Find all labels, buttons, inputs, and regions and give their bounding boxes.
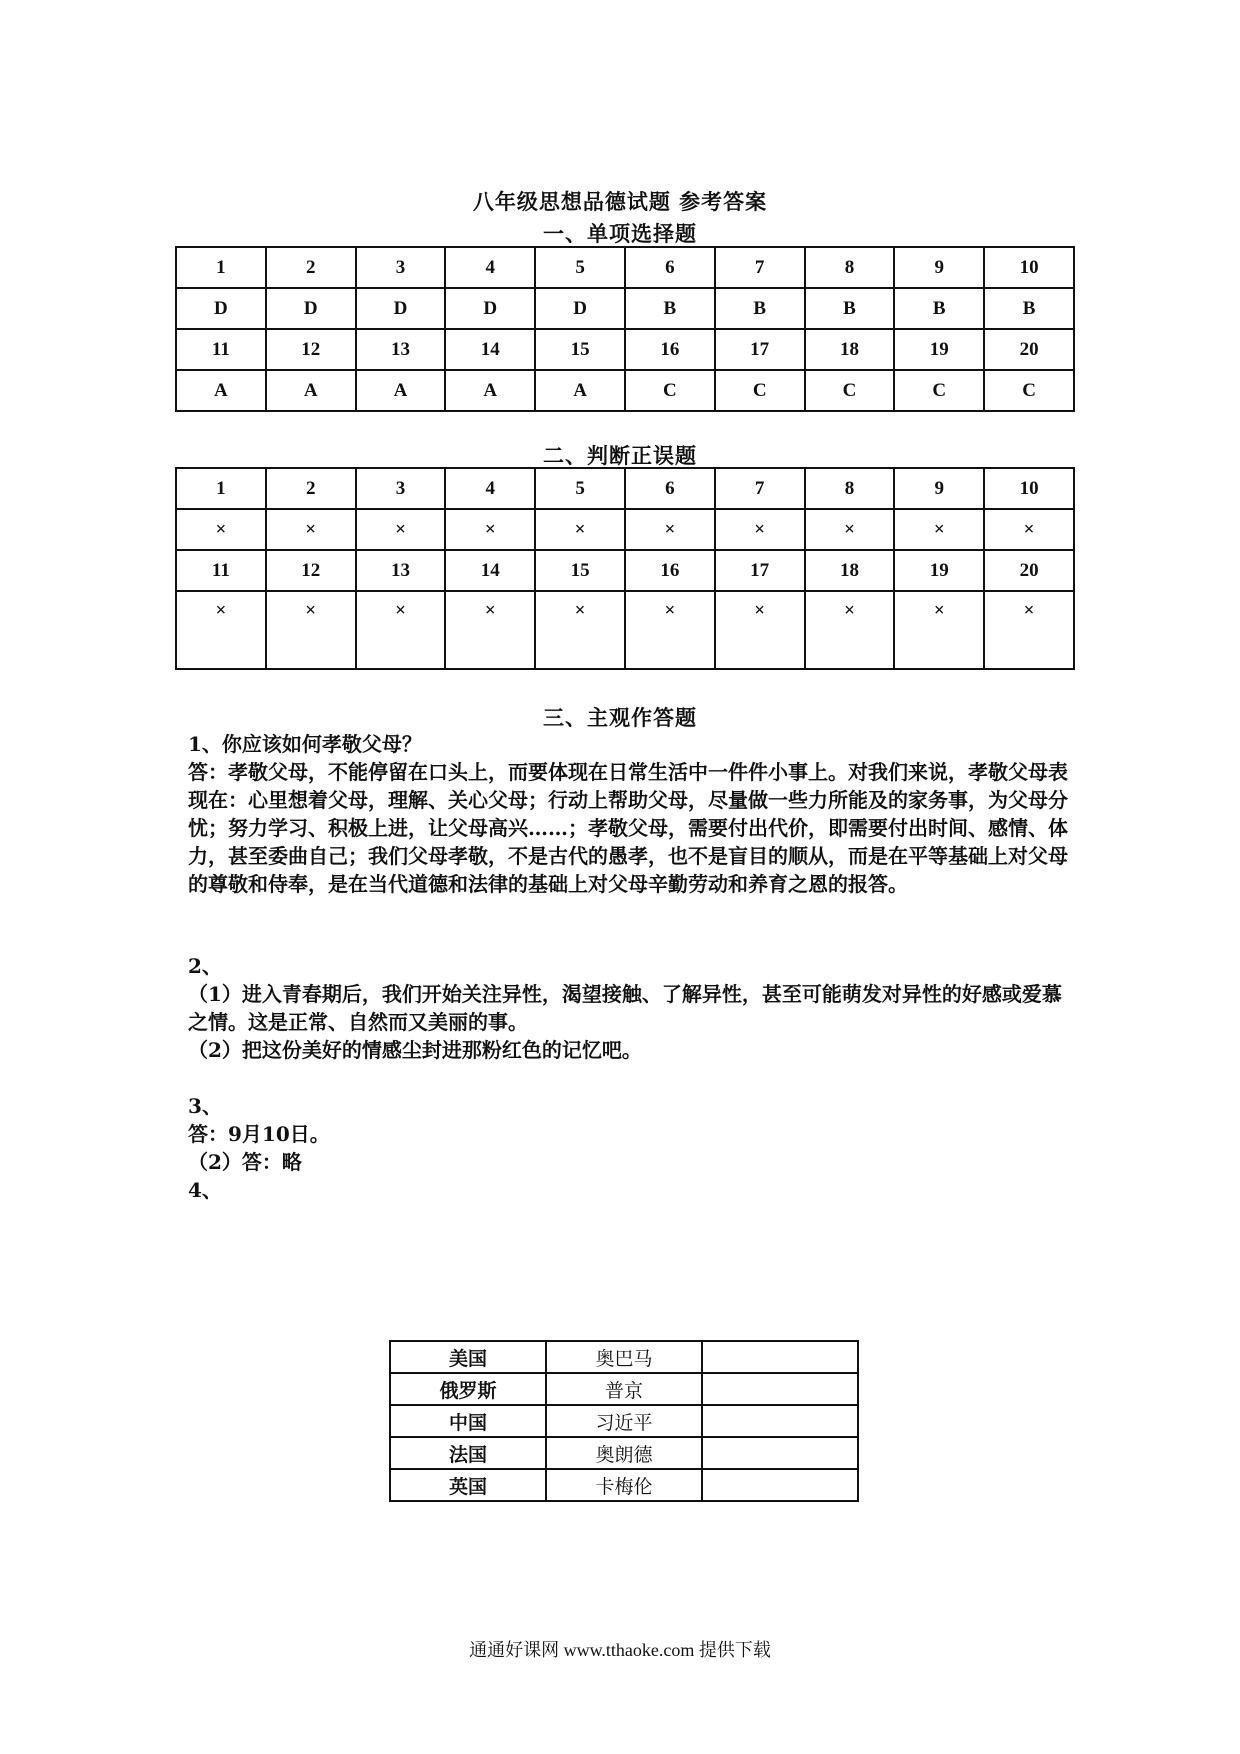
answer-cell: ×: [176, 591, 266, 669]
answer-cell: 10: [984, 468, 1074, 509]
answer-cell: 2: [266, 468, 356, 509]
answer-cell: 1: [176, 468, 266, 509]
answer-cell: 19: [894, 550, 984, 591]
answer-cell: C: [715, 370, 805, 411]
answer-cell: B: [805, 288, 895, 329]
answer-cell: ×: [266, 509, 356, 550]
answer-cell: 7: [715, 468, 805, 509]
question-1: [188, 730, 1068, 898]
answer-cell: 17: [715, 329, 805, 370]
answer-cell: ×: [805, 591, 895, 669]
answer-cell: 12: [266, 550, 356, 591]
table-row: [176, 247, 1074, 288]
answer-cell: ×: [625, 591, 715, 669]
table-row: [176, 288, 1074, 329]
answer-cell: ×: [445, 509, 535, 550]
judgement-answer-table: [175, 467, 1075, 670]
answer-cell: ×: [535, 591, 625, 669]
answer-cell: 2: [266, 247, 356, 288]
answer-cell: 9: [894, 247, 984, 288]
answer-cell: C: [984, 370, 1074, 411]
answer-cell: 16: [625, 329, 715, 370]
leader-cell: 奥朗德: [546, 1437, 702, 1469]
answer-cell: C: [625, 370, 715, 411]
answer-cell: ×: [805, 509, 895, 550]
answer-cell: ×: [266, 591, 356, 669]
answer-cell: A: [535, 370, 625, 411]
answer-cell: 7: [715, 247, 805, 288]
question-3: [188, 1092, 1068, 1204]
table-row: [390, 1405, 858, 1437]
table-row: [390, 1437, 858, 1469]
answer-cell: 1: [176, 247, 266, 288]
leaders-table: [389, 1340, 859, 1502]
blank-cell: [702, 1405, 858, 1437]
answer-cell: 10: [984, 247, 1074, 288]
answer-cell: ×: [356, 591, 446, 669]
answer-cell: A: [176, 370, 266, 411]
question-2-title: 2、: [188, 954, 222, 978]
answer-cell: D: [266, 288, 356, 329]
answer-cell: 12: [266, 329, 356, 370]
answer-cell: 13: [356, 550, 446, 591]
answer-cell: ×: [535, 509, 625, 550]
answer-cell: D: [176, 288, 266, 329]
answer-cell: 11: [176, 329, 266, 370]
answer-cell: B: [894, 288, 984, 329]
answer-cell: 20: [984, 550, 1074, 591]
table-row: [176, 329, 1074, 370]
leader-cell: 卡梅伦: [546, 1469, 702, 1501]
answer-cell: ×: [176, 509, 266, 550]
answer-cell: B: [715, 288, 805, 329]
answer-cell: 9: [894, 468, 984, 509]
answer-cell: 8: [805, 247, 895, 288]
country-cell: 中国: [390, 1405, 546, 1437]
table-row: [176, 370, 1074, 411]
leader-cell: 普京: [546, 1373, 702, 1405]
answer-cell: C: [894, 370, 984, 411]
answer-cell: ×: [445, 591, 535, 669]
question-4-title: 4、: [188, 1178, 222, 1202]
table-row: [390, 1373, 858, 1405]
section1-heading: 一、单项选择题: [543, 221, 697, 246]
blank-cell: [702, 1469, 858, 1501]
table-row: [176, 591, 1074, 669]
table-row: [390, 1341, 858, 1373]
table-row: [176, 468, 1074, 509]
country-cell: 英国: [390, 1469, 546, 1501]
answer-cell: ×: [625, 509, 715, 550]
footer-source: 通通好课网 www.tthaoke.com 提供下载: [469, 1640, 771, 1660]
answer-cell: 15: [535, 550, 625, 591]
table-row: [176, 509, 1074, 550]
answer-cell: D: [445, 288, 535, 329]
question-2-part-1: （1）进入青春期后，我们开始关注异性，渴望接触、了解异性，甚至可能萌发对异性的好感或爱慕之情。这是正常、自然而又美丽的事。: [188, 982, 1062, 1034]
document-title: 八年级思想品德试题 参考答案: [472, 189, 768, 214]
answer-cell: 4: [445, 247, 535, 288]
answer-cell: ×: [894, 509, 984, 550]
answer-cell: 19: [894, 329, 984, 370]
answer-cell: 13: [356, 329, 446, 370]
answer-cell: B: [984, 288, 1074, 329]
answer-cell: D: [356, 288, 446, 329]
answer-cell: ×: [715, 591, 805, 669]
answer-cell: 4: [445, 468, 535, 509]
question-2: [188, 952, 1068, 1064]
leader-cell: 习近平: [546, 1405, 702, 1437]
answer-cell: 6: [625, 468, 715, 509]
answer-cell: 3: [356, 247, 446, 288]
question-2-part-2: （2）把这份美好的情感尘封进那粉红色的记忆吧。: [188, 1038, 642, 1062]
answer-cell: 5: [535, 247, 625, 288]
answer-cell: ×: [715, 509, 805, 550]
country-cell: 美国: [390, 1341, 546, 1373]
section3-heading: 三、主观作答题: [543, 705, 697, 730]
answer-cell: 5: [535, 468, 625, 509]
answer-cell: 14: [445, 329, 535, 370]
answer-cell: 11: [176, 550, 266, 591]
answer-cell: 18: [805, 329, 895, 370]
answer-cell: A: [445, 370, 535, 411]
answer-cell: C: [805, 370, 895, 411]
answer-cell: A: [266, 370, 356, 411]
answer-cell: A: [356, 370, 446, 411]
answer-cell: 18: [805, 550, 895, 591]
answer-cell: 20: [984, 329, 1074, 370]
blank-cell: [702, 1341, 858, 1373]
country-cell: 法国: [390, 1437, 546, 1469]
question-3-part-2: （2）答：略: [188, 1150, 302, 1174]
answer-cell: 16: [625, 550, 715, 591]
choice-answer-table: [175, 246, 1075, 412]
answer-cell: B: [625, 288, 715, 329]
answer-cell: ×: [356, 509, 446, 550]
answer-cell: ×: [984, 591, 1074, 669]
question-1-title: 1、你应该如何孝敬父母？: [188, 732, 422, 756]
answer-cell: 6: [625, 247, 715, 288]
answer-cell: ×: [984, 509, 1074, 550]
answer-cell: 15: [535, 329, 625, 370]
blank-cell: [702, 1373, 858, 1405]
question-3-answer: 答：9月10日。: [188, 1122, 330, 1146]
answer-cell: ×: [894, 591, 984, 669]
country-cell: 俄罗斯: [390, 1373, 546, 1405]
answer-cell: 3: [356, 468, 446, 509]
question-3-title: 3、: [188, 1094, 222, 1118]
answer-cell: D: [535, 288, 625, 329]
answer-cell: 17: [715, 550, 805, 591]
table-row: [176, 550, 1074, 591]
table-row: [390, 1469, 858, 1501]
leader-cell: 奥巴马: [546, 1341, 702, 1373]
section2-heading: 二、判断正误题: [543, 443, 697, 468]
blank-cell: [702, 1437, 858, 1469]
question-1-answer: 答：孝敬父母，不能停留在口头上，而要体现在日常生活中一件件小事上。对我们来说，孝敬父母表现在：心里想着父母，理解、关心父母；行动上帮助父母，尽量做一些力所能及的家务事，为父母分忧；努力学习、积极上进，让父母高兴……；孝敬父母，需要付出代价，即需要付出时间、感情、体力，甚至委曲自己；我们父母孝敬，不是古代的愚孝，也不是盲目的顺从，而是在平等基础上对父母的尊敬和侍奉，是在当代道德和法律的基础上对父母辛勤劳动和养育之恩的报答。: [188, 760, 1068, 896]
answer-cell: 14: [445, 550, 535, 591]
answer-cell: 8: [805, 468, 895, 509]
